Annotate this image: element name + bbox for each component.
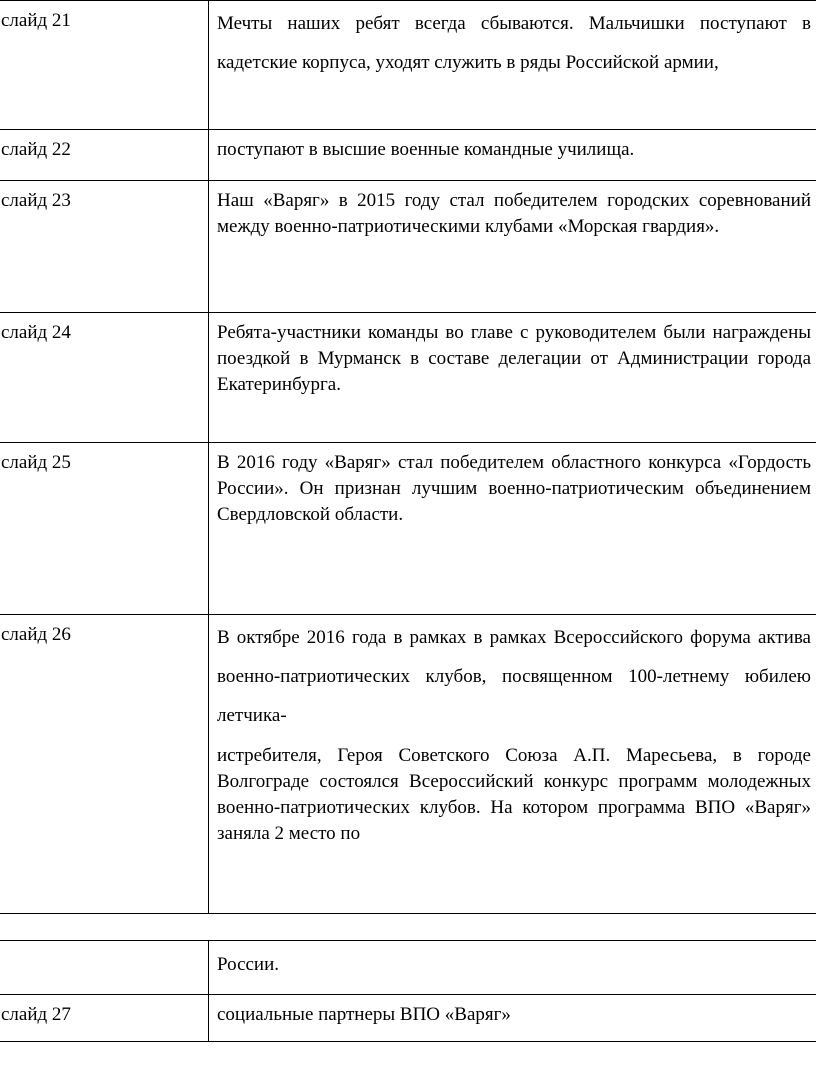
text-cell [209,1,816,130]
slide-cell [0,941,209,995]
slide-number: слайд 22 [1,139,71,160]
slide-text: поступают в высшие военные командные училища. [217,139,635,160]
table-row [0,130,816,181]
slide-cell [0,1,209,130]
slide-number: слайд 26 [1,624,71,645]
slide-text-continued: истребителя, Героя Советского Союза А.П. Маресьева, в городе Волгограде состоялся Всероссийский конкурс программ молодежных военно-патриотических клубов. На котором программа ВПО «Варяг» заняла 2 место по [217,745,811,844]
table-row [0,615,816,914]
slide-text: В 2016 году «Варяг» стал победителем областного конкурса «Гордость России». Он признан лучшим военно-патриотическим объединением Свердловской области. [217,452,811,525]
table-row [0,313,816,443]
slide-cell [0,443,209,615]
slide-number: слайд 24 [1,322,71,343]
slide-cell [0,130,209,181]
slide-cell [0,313,209,443]
slide-text: России. [217,954,280,975]
table-row [0,181,816,313]
slide-number: слайд 23 [1,190,71,211]
table-row [0,1,816,130]
text-cell [209,181,816,313]
slide-cell [0,615,209,914]
text-cell [209,995,816,1042]
text-cell [209,615,816,914]
slide-text: социальные партнеры ВПО «Варяг» [217,1004,511,1025]
slide-cell [0,181,209,313]
text-cell [209,941,816,995]
table-row [0,941,816,995]
table-row [0,443,816,615]
slide-text: Наш «Варяг» в 2015 году стал победителем городских соревнований между военно-патриотическими клубами «Морская гвардия». [217,190,811,237]
slide-text: В октябре 2016 года в рамках в рамках Всероссийского форума актива военно-патриотических клубов, посвященном 100-летнему юбилею летчика- [217,627,811,726]
text-cell [209,443,816,615]
slide-number: слайд 21 [1,10,71,31]
text-cell [209,313,816,443]
slide-number: слайд 27 [1,1004,71,1025]
text-cell [209,130,816,181]
table-row [0,995,816,1042]
slide-number: слайд 25 [1,452,71,473]
slide-cell [0,995,209,1042]
slide-number [0,941,208,948]
slide-text: Мечты наших ребят всегда сбываются. Мальчишки поступают в кадетские корпуса, уходят служить в ряды Российской армии, [217,13,811,73]
slides-table-continued [0,940,816,1042]
slide-text: Ребята-участники команды во главе с руководителем были награждены поездкой в Мурманск в составе делегации от Администрации города Екатеринбурга. [217,322,811,395]
